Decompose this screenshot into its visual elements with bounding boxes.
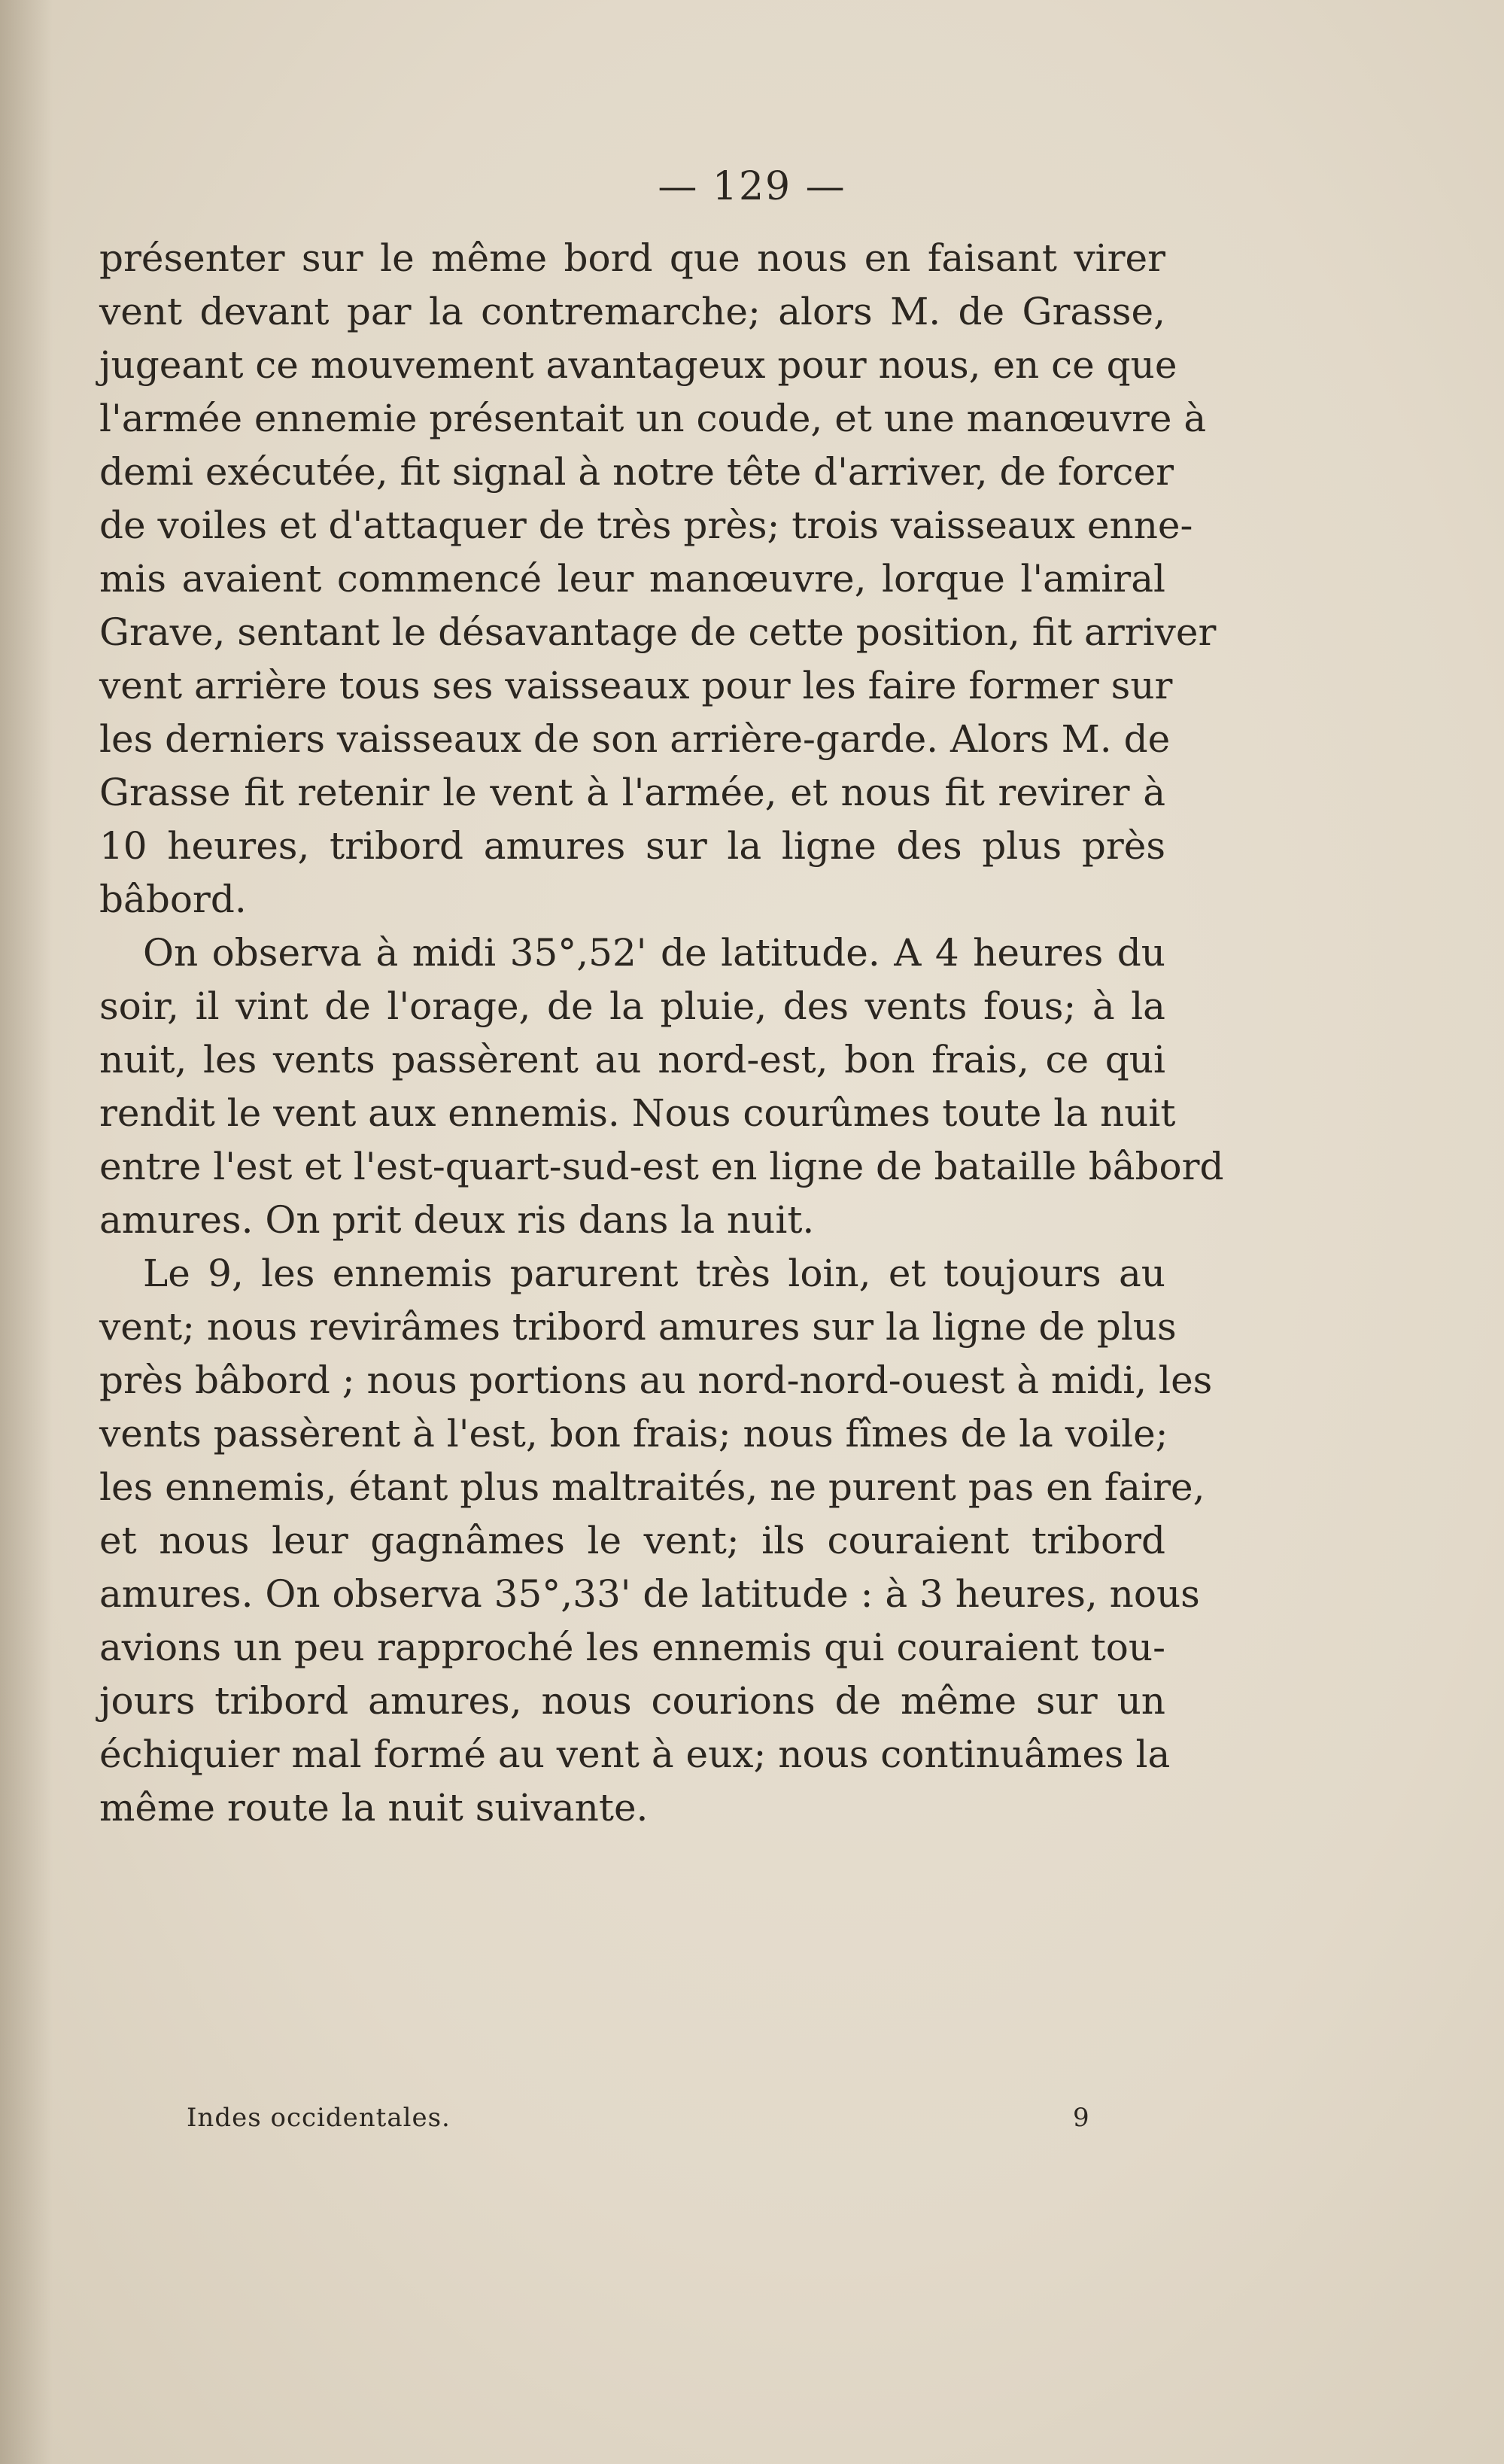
text-line: mis avaient commencé leur manœuvre, lorque l'amiral (99, 557, 1165, 601)
text-line: vent devant par la contremarche; alors M. de Grasse, (99, 290, 1165, 333)
body-text (99, 232, 1224, 1835)
signature-mark: Indes occidentales. (187, 2103, 451, 2133)
text-line: amures. On prit deux ris dans la nuit. (99, 1198, 815, 1242)
text-line: Grave, sentant le désavantage de cette position, fit arriver (99, 610, 1217, 654)
text-line: les derniers vaisseaux de son arrière-garde. Alors M. de (99, 717, 1171, 761)
text-line: jugeant ce mouvement avantageux pour nous, en ce que (99, 343, 1177, 387)
text-line: et nous leur gagnâmes le vent; ils couraient tribord (99, 1519, 1165, 1562)
text-line: nuit, les vents passèrent au nord-est, bon frais, ce qui (99, 1038, 1165, 1081)
text-line: jours tribord amures, nous courions de même sur un (99, 1679, 1165, 1723)
text-line: entre l'est et l'est-quart-sud-est en ligne de bataille bâbord (99, 1145, 1224, 1188)
text-line: près bâbord ; nous portions au nord-nord-ouest à midi, les (99, 1358, 1213, 1402)
text-line: On observa à midi 35°,52' de latitude. A 4 heures du (143, 931, 1165, 975)
text-line: l'armée ennemie présentait un coude, et une manœuvre à (99, 397, 1207, 440)
text-line: vent arrière tous ses vaisseaux pour les faire former sur (99, 664, 1173, 707)
text-line: Grasse fit retenir le vent à l'armée, et nous fit revirer à (99, 771, 1165, 814)
text-line: avions un peu rapproché les ennemis qui couraient tou- (99, 1626, 1165, 1669)
text-line: 10 heures, tribord amures sur la ligne des plus près (99, 824, 1165, 868)
text-line: de voiles et d'attaquer de très près; trois vaisseaux enne- (99, 503, 1193, 547)
text-line: bâbord. (99, 878, 247, 921)
page-number-header: — 129 — (658, 164, 846, 209)
text-line: même route la nuit suivante. (99, 1786, 649, 1830)
text-line: Le 9, les ennemis parurent très loin, et toujours au (143, 1252, 1165, 1295)
text-line: demi exécutée, fit signal à notre tête d'arriver, de forcer (99, 450, 1174, 494)
spine-shadow (0, 0, 53, 2464)
text-line: vents passèrent à l'est, bon frais; nous fîmes de la voile; (99, 1412, 1168, 1456)
text-line: vent; nous revirâmes tribord amures sur la ligne de plus (99, 1305, 1177, 1349)
text-line: échiquier mal formé au vent à eux; nous continuâmes la (99, 1732, 1171, 1776)
text-line: les ennemis, étant plus maltraités, ne purent pas en faire, (99, 1465, 1205, 1509)
text-line: soir, il vint de l'orage, de la pluie, des vents fous; à la (99, 984, 1165, 1028)
text-line: présenter sur le même bord que nous en faisant virer (99, 236, 1165, 280)
signature-number: 9 (1073, 2103, 1089, 2133)
text-line: amures. On observa 35°,33' de latitude : à 3 heures, nous (99, 1572, 1200, 1616)
text-line: rendit le vent aux ennemis. Nous courûmes toute la nuit (99, 1091, 1176, 1135)
